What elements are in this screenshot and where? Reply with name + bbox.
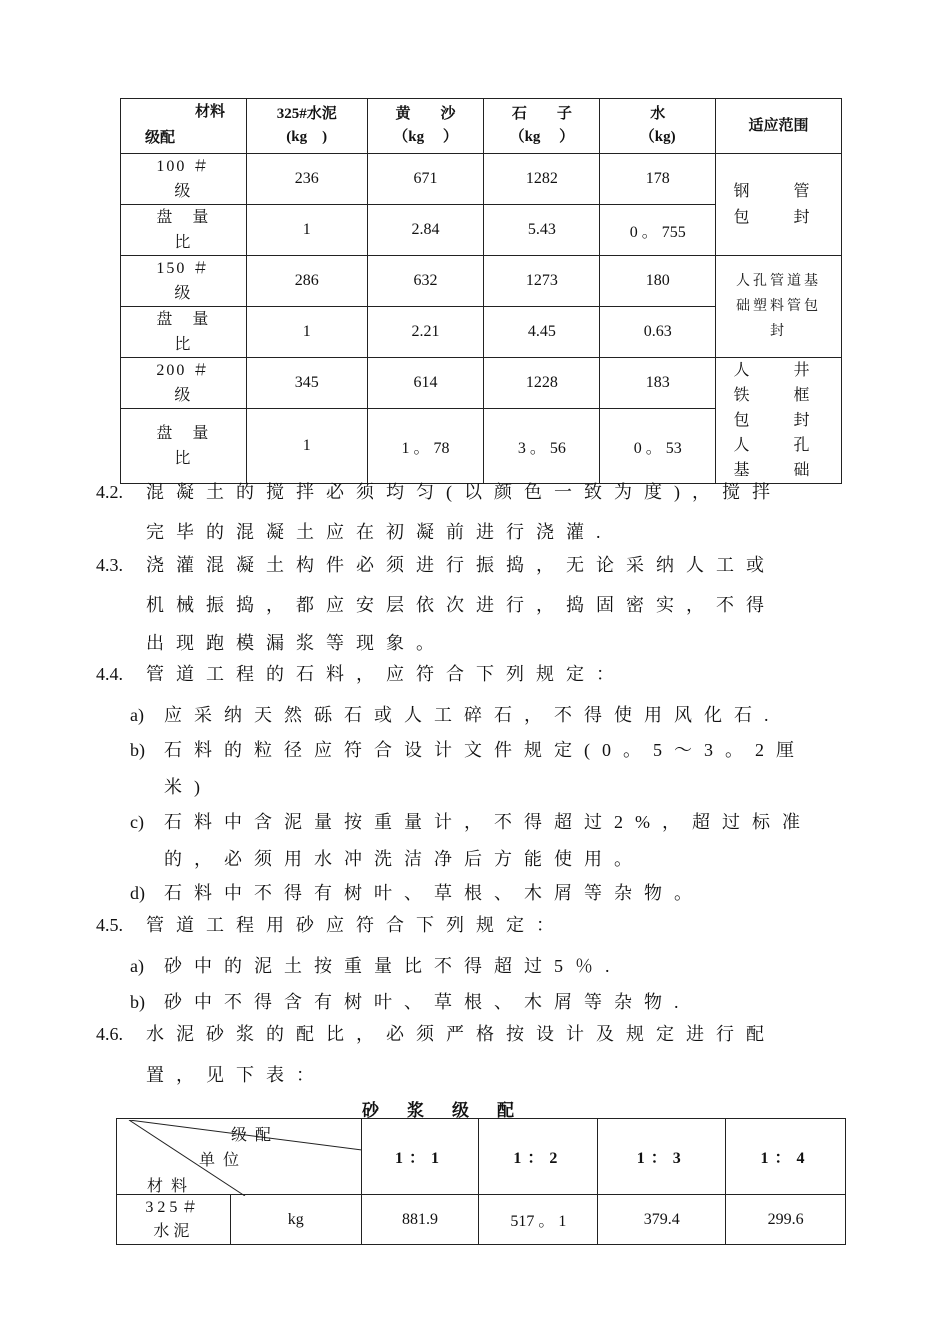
range-line: 包 封 xyxy=(733,208,824,226)
grade-label: 盘 量 xyxy=(156,311,211,328)
paragraph-4-4 xyxy=(96,656,626,693)
value-cell: 379.4 xyxy=(598,1195,726,1245)
diag-material-label: 材料 xyxy=(147,1177,196,1195)
grade-cell xyxy=(121,205,247,256)
ratio-header: 1：2 xyxy=(479,1119,598,1195)
stone-cell: 1228 xyxy=(484,358,600,409)
list-text: 石料中含泥量按重量计，不得超过2%，超过标准 xyxy=(164,812,812,832)
header-sand-unit: （kg ） xyxy=(393,129,458,145)
corner-header xyxy=(121,99,247,154)
table-row xyxy=(121,358,842,409)
paragraph-text: 完毕的混凝土应在初凝前进行浇灌. xyxy=(146,522,613,542)
list-item xyxy=(130,701,781,727)
stone-cell: 3 。 56 xyxy=(484,409,600,484)
header-cement-unit: (kg ) xyxy=(286,129,328,145)
sand-cell: 1 。 78 xyxy=(367,409,484,484)
water-cell: 178 xyxy=(600,154,716,205)
grade-cell xyxy=(121,409,247,484)
list-marker: d) xyxy=(130,883,145,903)
grade-cell xyxy=(121,307,247,358)
range-line: 包 封 xyxy=(733,412,824,429)
header-stone-name: 石 子 xyxy=(511,106,572,122)
sand-cell: 2.84 xyxy=(367,205,484,256)
grade-label: 150 ＃ xyxy=(156,260,211,277)
grade-label: 比 xyxy=(174,336,193,353)
list-item xyxy=(130,736,806,762)
list-text: 石料的粒径应符合设计文件规定(0。5～3。2厘 xyxy=(164,740,806,760)
list-text: 应采纳天然砾石或人工碎石，不得使用风化石. xyxy=(164,705,781,725)
water-cell: 0 。 53 xyxy=(600,409,716,484)
paragraph-4-6 xyxy=(96,1016,776,1053)
header-water-unit: （kg) xyxy=(639,129,676,145)
paragraph-text: 机械振捣，都应安层依次进行，捣固密实，不得 xyxy=(146,595,776,615)
paragraph-text: 管道工程的石料，应符合下列规定： xyxy=(146,664,626,684)
water-cell: 180 xyxy=(600,256,716,307)
water-cell: 0.63 xyxy=(600,307,716,358)
grade-label: 比 xyxy=(174,450,193,468)
list-marker: c) xyxy=(130,812,144,832)
unit-cell: kg xyxy=(230,1195,361,1245)
header-sand-name: 黄 沙 xyxy=(395,106,456,122)
paragraph-4-2 xyxy=(96,474,782,511)
list-text: 砂中不得含有树叶、草根、木屑等杂物. xyxy=(164,992,691,1012)
ratio-header: 1：4 xyxy=(726,1119,846,1195)
section-number: 4.5. xyxy=(96,915,123,935)
list-item xyxy=(130,808,812,834)
water-cell: 183 xyxy=(600,358,716,409)
grade-cell xyxy=(121,358,247,409)
material-label: 水泥 xyxy=(153,1222,194,1240)
header-stone xyxy=(484,99,600,154)
corner-material-label: 材料 xyxy=(195,104,226,120)
range-cell xyxy=(716,256,842,358)
sand-cell: 614 xyxy=(367,358,484,409)
stone-cell: 4.45 xyxy=(484,307,600,358)
table-row xyxy=(121,154,842,205)
paragraph-text: 出现跑模漏浆等现象。 xyxy=(146,633,446,653)
grade-cell xyxy=(121,256,247,307)
header-cement-name: 325#水泥 xyxy=(276,106,337,122)
grade-label: 比 xyxy=(174,234,193,251)
value-cell: 881.9 xyxy=(361,1195,479,1245)
grade-label: 100 ＃ xyxy=(156,158,211,175)
stone-cell: 1282 xyxy=(484,154,600,205)
list-text: 砂中的泥土按重量比不得超过5％. xyxy=(164,956,622,976)
list-text: 米) xyxy=(164,777,212,797)
list-marker: a) xyxy=(130,956,144,976)
header-range: 适应范围 xyxy=(716,99,842,154)
grade-label: 盘 量 xyxy=(156,209,211,226)
range-line: 钢 管 xyxy=(733,182,824,200)
cement-cell: 1 xyxy=(246,307,367,358)
cement-cell: 286 xyxy=(246,256,367,307)
list-marker: b) xyxy=(130,740,145,760)
paragraph-4-3 xyxy=(96,547,776,584)
list-text: 的，必须用水冲洗洁净后方能使用。 xyxy=(164,849,644,869)
range-line: 人 孔 xyxy=(733,437,824,454)
material-cell xyxy=(117,1195,231,1245)
grade-label: 级 xyxy=(174,387,193,405)
section-number: 4.4. xyxy=(96,664,123,684)
paragraph-text: 浇灌混凝土构件必须进行振捣，无论采纳人工或 xyxy=(146,555,776,575)
diag-grade-label: 级配 xyxy=(231,1126,280,1144)
header-water-name: 水 xyxy=(650,106,666,122)
range-line: 铁 框 xyxy=(733,387,824,404)
range-line: 人 井 xyxy=(733,362,824,379)
range-line: 人孔管道基 xyxy=(736,274,822,289)
cement-cell: 1 xyxy=(246,205,367,256)
range-line: 基 础 xyxy=(733,462,824,479)
range-line: 封 xyxy=(770,324,788,339)
list-item xyxy=(130,952,622,978)
cement-cell: 236 xyxy=(246,154,367,205)
diag-unit-label: 单位 xyxy=(199,1151,248,1169)
paragraph-text: 置，见下表： xyxy=(146,1065,326,1085)
range-cell xyxy=(716,154,842,256)
sand-cell: 671 xyxy=(367,154,484,205)
range-cell xyxy=(716,358,842,484)
table-row xyxy=(117,1195,846,1245)
paragraph-4-5 xyxy=(96,907,566,944)
grade-label: 200 ＃ xyxy=(156,362,211,380)
stone-cell: 5.43 xyxy=(484,205,600,256)
table-row xyxy=(121,256,842,307)
corner-grade-label: 级配 xyxy=(145,130,176,146)
value-cell: 517 。 1 xyxy=(479,1195,598,1245)
range-line: 础塑料管包 xyxy=(736,299,822,314)
header-stone-unit: （kg ） xyxy=(509,129,575,145)
mortar-table-title: 砂浆级配 xyxy=(362,1101,542,1120)
list-item xyxy=(130,879,704,905)
concrete-mix-table xyxy=(120,98,842,484)
list-marker: b) xyxy=(130,992,145,1012)
mortar-mix-table xyxy=(116,1118,846,1245)
list-marker: a) xyxy=(130,705,144,725)
paragraph-text: 水泥砂浆的配比，必须严格按设计及规定进行配 xyxy=(146,1024,776,1044)
list-text: 石料中不得有树叶、草根、木屑等杂物。 xyxy=(164,883,704,903)
sand-cell: 632 xyxy=(367,256,484,307)
sand-cell: 2.21 xyxy=(367,307,484,358)
grade-label: 级 xyxy=(174,183,193,200)
header-water xyxy=(600,99,716,154)
list-item xyxy=(130,988,691,1014)
material-label: 325＃ xyxy=(145,1198,202,1216)
stone-cell: 1273 xyxy=(484,256,600,307)
grade-label: 盘 量 xyxy=(156,425,211,443)
ratio-header: 1：3 xyxy=(598,1119,726,1195)
paragraph-text: 管道工程用砂应符合下列规定： xyxy=(146,915,566,935)
cement-cell: 1 xyxy=(246,409,367,484)
ratio-header: 1：1 xyxy=(361,1119,479,1195)
value-cell: 299.6 xyxy=(726,1195,846,1245)
diagonal-header-cell xyxy=(117,1119,362,1195)
section-number: 4.3. xyxy=(96,555,123,575)
section-number: 4.2. xyxy=(96,482,123,502)
grade-label: 级 xyxy=(174,285,193,302)
grade-cell xyxy=(121,154,247,205)
section-number: 4.6. xyxy=(96,1024,123,1044)
paragraph-text: 混凝土的搅拌必须均匀(以颜色一致为度)，搅拌 xyxy=(146,482,782,502)
header-sand xyxy=(367,99,484,154)
water-cell: 0 。 755 xyxy=(600,205,716,256)
header-cement xyxy=(246,99,367,154)
cement-cell: 345 xyxy=(246,358,367,409)
